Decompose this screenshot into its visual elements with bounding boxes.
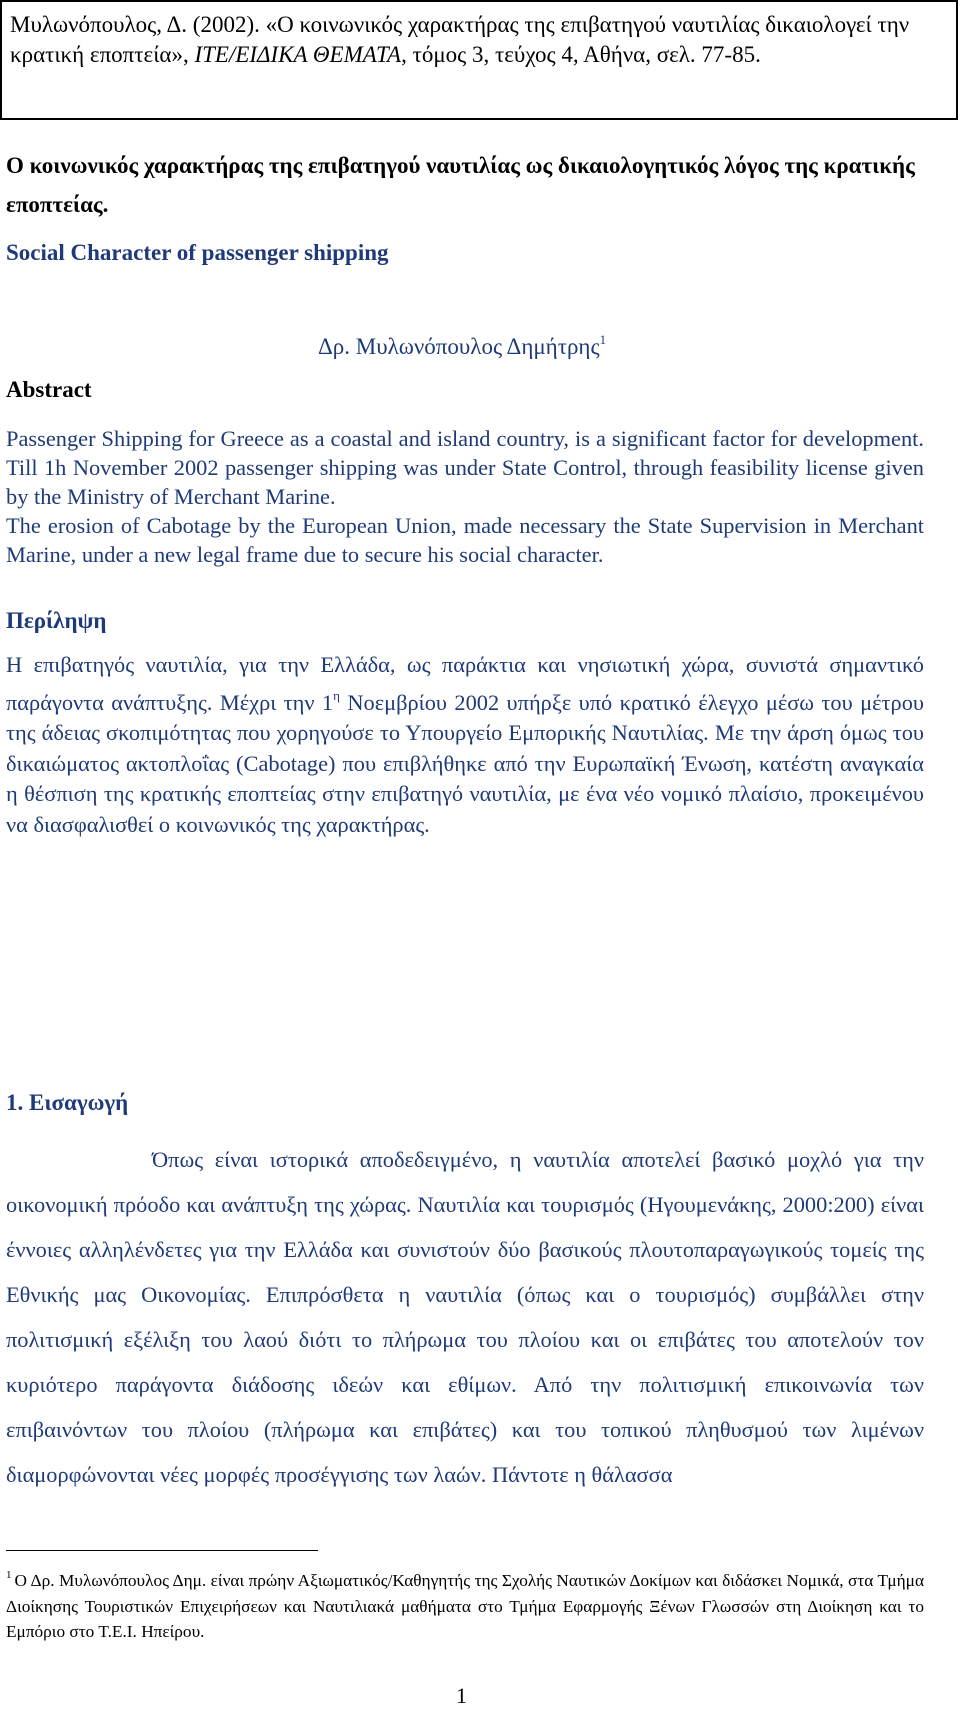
introduction-body: Όπως είναι ιστορικά αποδεδειγμένο, η ναυτιλία αποτελεί βασικό μοχλό για την οικονομική πρόοδο και ανάπτυξη της χώρας. Ναυτιλία και τουρισμός (Ηγουμενάκης, 2000:200) είναι έννοιες αλληλένδετες για την Ελλάδα και συνιστούν δύο βασικούς πλουτοπαραγωγικούς τομείς της Εθνικής μας Οικονομίας. Επιπρόσθετα η ναυτιλία (όπως και ο τουρισμός) συμβάλλει στην πολιτισμική εξέλιξη του λαού διότι το πλήρωμα του πλοίου και οι επιβάτες του αποτελούν τον κυριότερο παράγοντα διάδοσης ιδεών και εθίμων. Από την πολιτισμική επικοινωνία των επιβαινόντων του πλοίου (πλήρωμα και επιβάτες) και του τοπικού πληθυσμού των λιμένων διαμορφώνονται νέες μορφές προσέγγισης των λαών. Πάντοτε η θάλασσα	[6, 1147, 924, 1487]
summary-text-continued: Νοεμβρίου 2002 υπήρξε υπό κρατικό έλεγχο μέσω του μέτρου της άδειας σκοπιμότητας που χορηγούσε το Υπουργείο Εμπορικής Ναυτιλίας. Με την άρση όμως του δικαιώματος ακτοπλοΐας (Cabotage) που επιβλήθηκε από την Ευρωπαϊκή Ένωση, κατέστη αναγκαία η θέσπιση της κρατικής εποπτείας στην επιβατηγό ναυτιλία, με ένα νέο νομικό πλαίσιο, προκειμένου να διασφαλισθεί ο κοινωνικός της χαρακτήρας.	[6, 689, 924, 837]
summary-heading: Περίληψη	[6, 608, 107, 633]
abstract-heading: Abstract	[6, 377, 92, 402]
author-line	[318, 332, 606, 360]
footnote	[6, 1563, 924, 1645]
citation-suffix: , τόμος 3, τεύχος 4, Αθήνα, σελ. 77-85.	[401, 42, 761, 67]
paper-title: Ο κοινωνικός χαρακτήρας της επιβατηγού ναυτιλίας ως δικαιολογητικός λόγος της κρατικής εποπτείας.	[6, 153, 915, 217]
abstract-body	[6, 424, 924, 569]
citation-box	[0, 0, 958, 120]
section-heading-introduction: 1. Εισαγωγή	[6, 1090, 129, 1115]
footnote-mark: 1	[6, 1569, 12, 1581]
abstract-paragraph: The erosion of Cabotage by the European Union, made necessary the State Supervision in Merchant Marine, under a new legal frame due to secure his social character.	[6, 513, 924, 567]
footnote-text: Ο Δρ. Μυλωνόπουλος Δημ. είναι πρώην Αξιωματικός/Καθηγητής της Σχολής Ναυτικών Δοκίμων και διδάσκει Νομικά, στα Τμήμα Διοίκησης Τουριστικών Επιχειρήσεων και Ναυτιλιακά μαθήματα στο Τμήμα Εφαρμογής Ξένων Γλωσσών στη Διοίκηση και το Εμπόριο στο Τ.Ε.Ι. Ηπείρου.	[6, 1571, 924, 1641]
author-name: Δρ. Μυλωνόπουλος Δημήτρης	[318, 334, 600, 359]
page-number: 1	[456, 1683, 467, 1708]
ordinal-superscript: η	[333, 687, 340, 703]
author-footnote-mark[interactable]: 1	[599, 332, 607, 347]
citation-journal: ΙΤΕ/ΕΙΔΙΚΑ ΘΕΜΑΤΑ	[194, 42, 402, 67]
paper-title-english: Social Character of passenger shipping	[6, 240, 389, 265]
citation-prefix: Μυλωνόπουλος, Δ. (2002). «Ο κοινωνικός χαρακτήρας της επιβατηγού ναυτιλίας δικαιολογεί την κρατική εποπτεία»,	[10, 12, 910, 67]
abstract-paragraph: Passenger Shipping for Greece as a coastal and island country, is a significant factor for development. Till 1h November 2002 passenger shipping was under State Control, through feasibility license given by the Ministry of Merchant Marine.	[6, 426, 924, 509]
summary-body	[6, 650, 924, 840]
summary-text: Η επιβατηγός ναυτιλία, για την Ελλάδα, ως παράκτια και νησιωτική χώρα, συνιστά σημαντικό παράγοντα ανάπτυξης. Μέχρι την 1	[6, 652, 924, 715]
footnote-divider	[6, 1550, 318, 1551]
